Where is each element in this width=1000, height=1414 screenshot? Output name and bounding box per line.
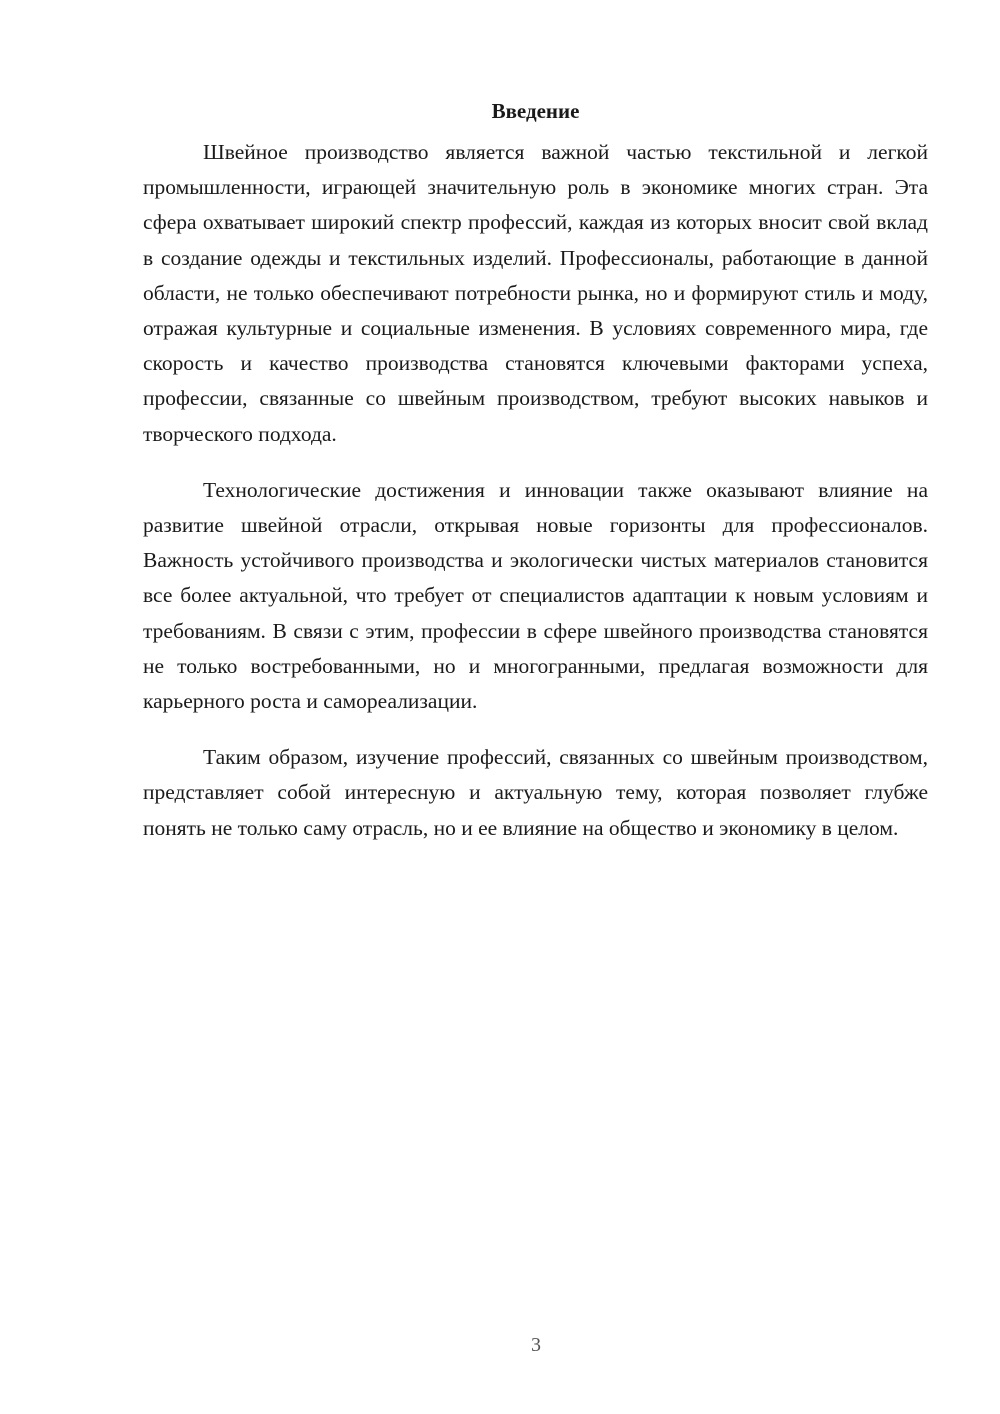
paragraph: Таким образом, изучение профессий, связанных со швейным производством, представляет собой интересную и актуальную тему, которая позволяет глубже понять не только саму отрасль, но и ее влияние на общество и экономику в целом.: [143, 745, 928, 840]
section-title: Введение: [491, 99, 580, 123]
paragraph: Технологические достижения и инновации также оказывают влияние на развитие швейной отрасли, открывая новые горизонты для профессионалов. Важность устойчивого производства и экологически чистых материалов становится все более актуальной, что требует от специалистов адаптации к новым условиям и требованиям. В связи с этим, профессии в сфере швейного производства становятся не только востребованными, но и многогранными, предлагая возможности для карьерного роста и самореализации.: [143, 477, 928, 714]
page-content: [143, 94, 928, 846]
paragraph: Швейное производство является важной частью текстильной и легкой промышленности, играющей значительную роль в экономике многих стран. Эта сфера охватывает широкий спектр профессий, каждая из которых вносит свой вклад в создание одежды и текстильных изделий. Профессионалы, работающие в данной области, не только обеспечивают потребности рынка, но и формируют стиль и моду, отражая культурные и социальные изменения. В условиях современного мира, где скорость и качество производства становятся ключевыми факторами успеха, профессии, связанные со швейным производством, требуют высоких навыков и творческого подхода.: [143, 140, 928, 446]
page-number: 3: [531, 1334, 541, 1356]
